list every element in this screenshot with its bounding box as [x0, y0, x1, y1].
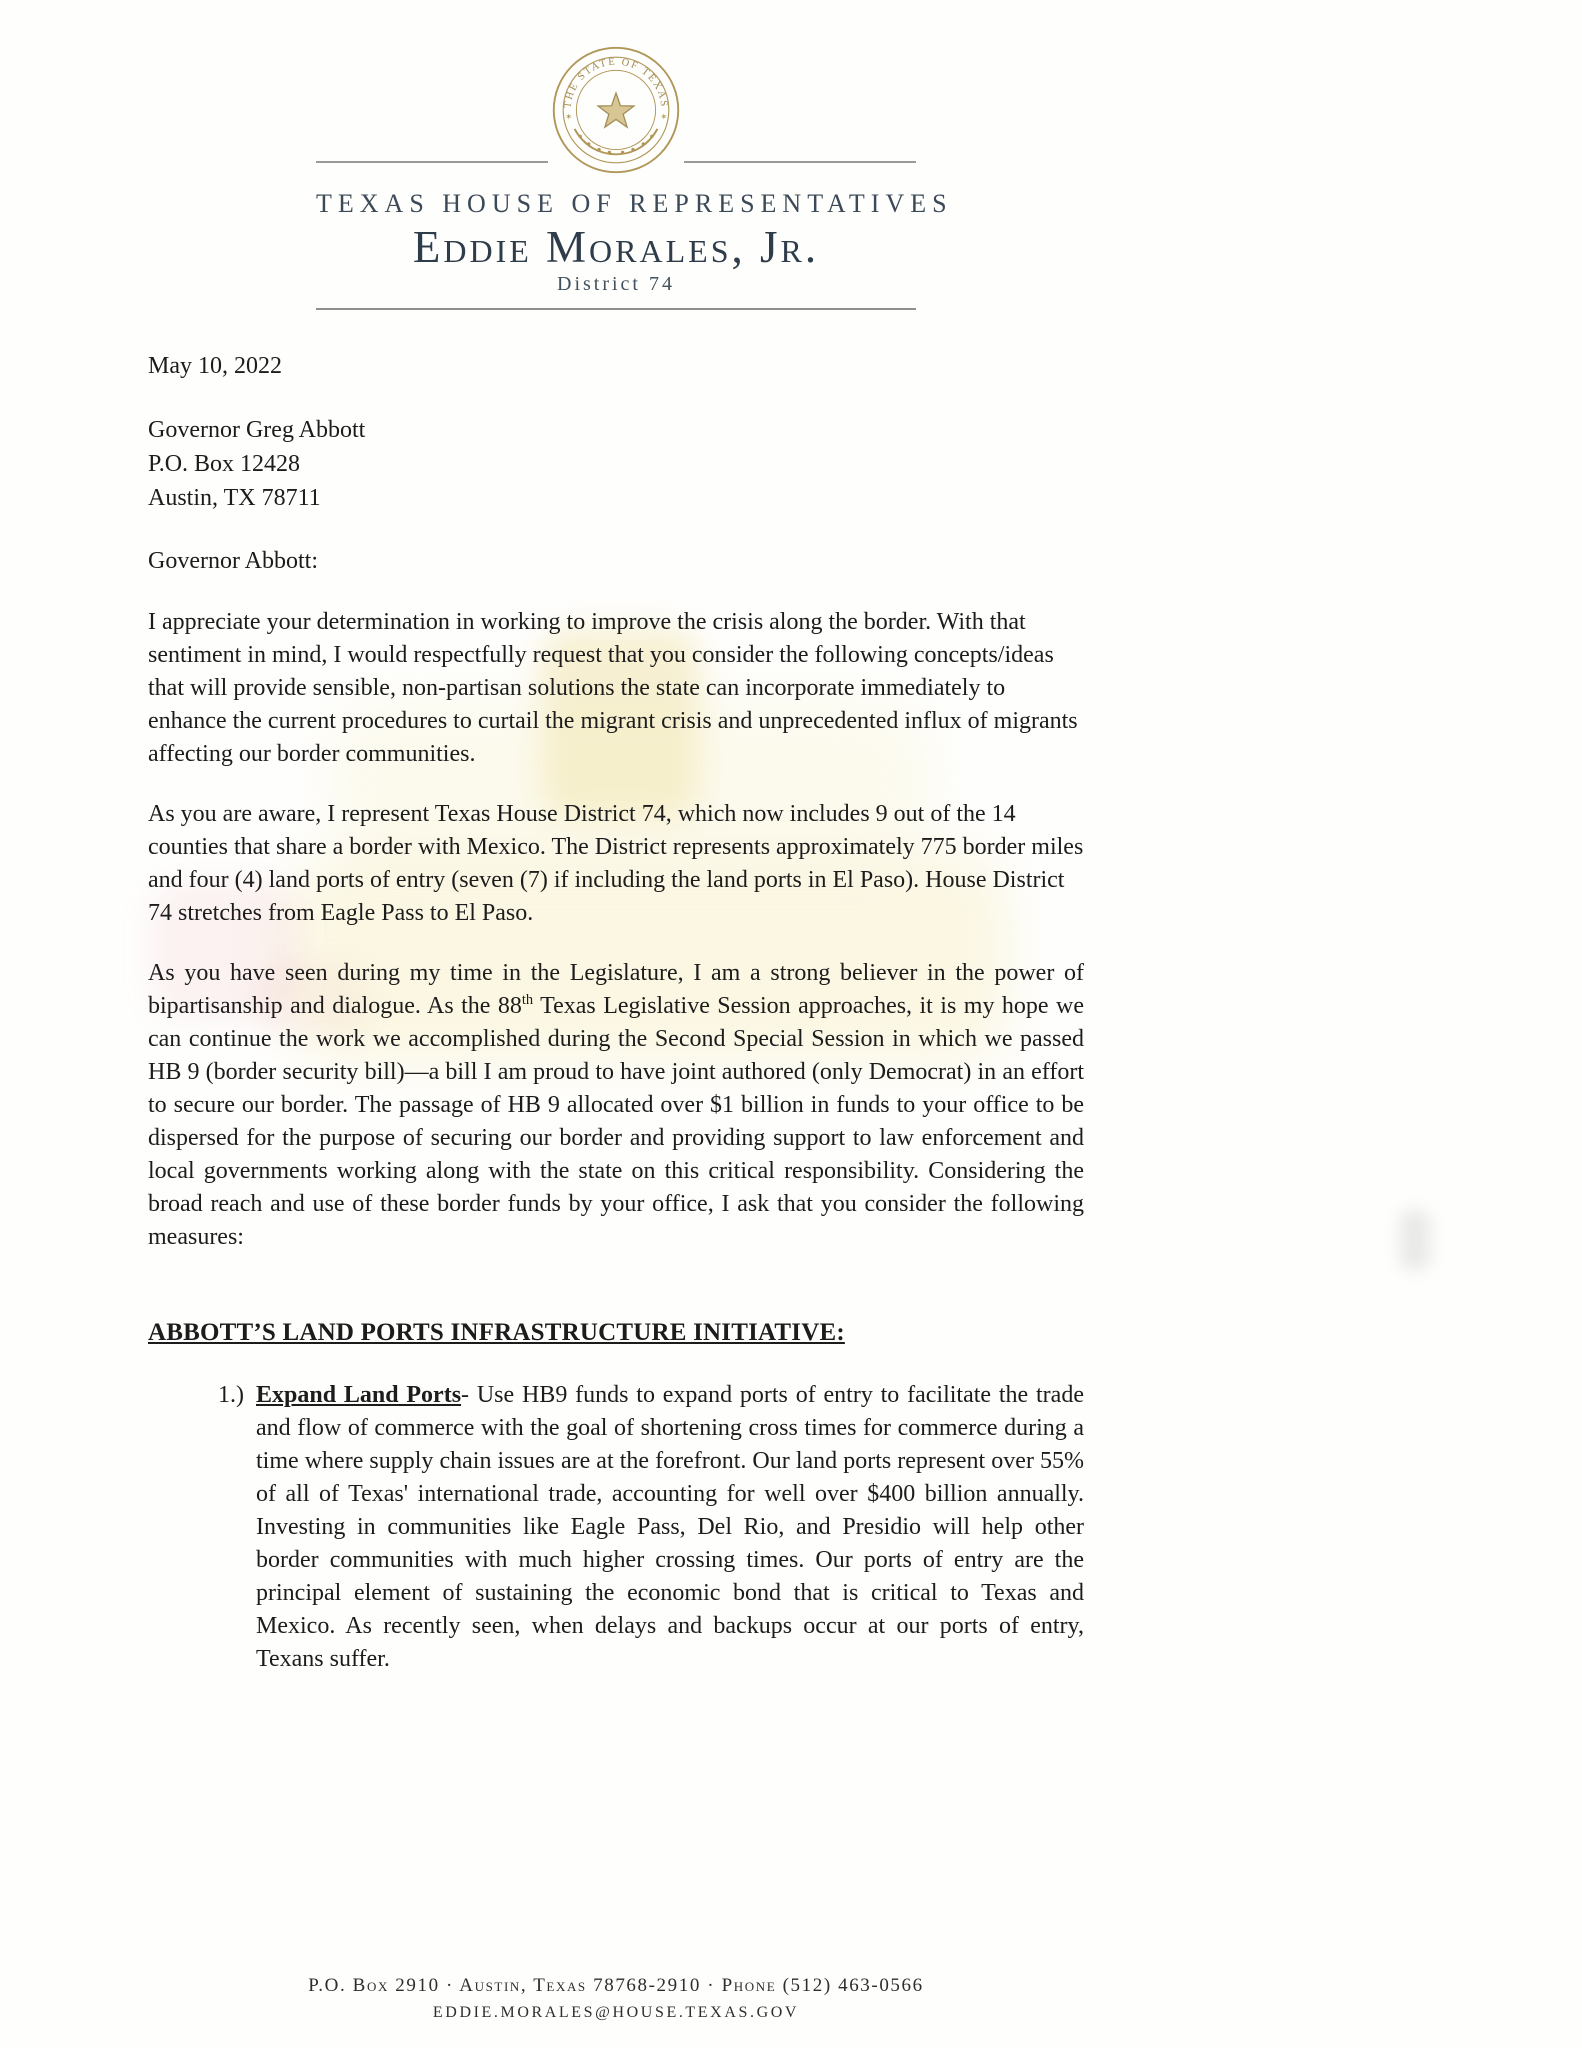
svg-text:✶: ✶ [565, 111, 573, 122]
recipient-po-box: P.O. Box 12428 [148, 451, 301, 477]
footer-address: P.O. Box 2910 · Austin, Texas 78768-2910 · Phone (512) 463-0566 [308, 1975, 924, 1996]
seal-row [316, 44, 916, 176]
list-item-1 [148, 1379, 1084, 1676]
list-item-1-lead: Expand Land Ports [256, 1382, 462, 1408]
seal-text: THE STATE OF TEXAS [562, 56, 670, 109]
letter-footer [148, 1975, 1084, 2022]
recipient-city: Austin, TX 78711 [148, 485, 321, 511]
letter-body [148, 0, 1084, 1676]
representative-name: Eddie Morales, Jr. [412, 222, 820, 272]
seal-star-icon [598, 93, 634, 127]
paragraph-3-text-continued: Texas Legislative Session approaches, it is my hope we can continue the work we accomplished during the Second Special Session in which we passed HB 9 (border security bill)—a bill I am proud to have joint authored (only Democrat) in an effort to secure our border. The passage of HB 9 allocated over $1 billion in funds to your office to be dispersed for the purpose of securing our border and providing support to law enforcement and local governments working along with the state on this critical responsibility. Considering the broad reach and use of these border funds by your office, I ask that you consider the following measures: [148, 993, 1084, 1250]
paragraph-2: As you are aware, I represent Texas House District 74, which now includes 9 out of the 14 counties that share a border with Mexico. The District represents approximately 775 border miles and four (4) land ports of entry (seven (7) if including the land ports in El Paso). House District 74 stretches from Eagle Pass to El Paso. [148, 801, 1084, 926]
header-rule-bottom [316, 308, 916, 310]
recipient-name: Governor Greg Abbott [148, 417, 366, 443]
header-rule-right [684, 161, 916, 163]
scan-edge-artifact [1400, 1210, 1430, 1270]
header-rule-left [316, 161, 548, 163]
list-item-1-body: - Use HB9 funds to expand ports of entry to facilitate the trade and flow of commerce with the goal of shortening cross times for commerce during a time where supply chain issues are at the forefront. Our land ports represent over 55% of all of Texas' international trade, accounting for well over $400 billion annually. Investing in communities like Eagle Pass, Del Rio, and Presidio will help other border communities with much higher crossing times. Our ports of entry are the principal element of sustaining the economic bond that is critical to Texas and Mexico. As recently seen, when delays and backups occur at our ports of entry, Texans suffer. [256, 1382, 1084, 1672]
paragraph-3 [148, 957, 1084, 1254]
paragraph-3-ordinal-superscript: th [521, 992, 534, 1008]
salutation: Governor Abbott: [148, 548, 318, 574]
section-heading: ABBOTT’S LAND PORTS INFRASTRUCTURE INITIATIVE: [148, 1319, 845, 1346]
svg-text:✶: ✶ [660, 111, 668, 122]
paragraph-1: I appreciate your determination in working to improve the crisis along the border. With that sentiment in mind, I would respectfully request that you consider the following concepts/ideas that will provide sensible, non-partisan solutions the state can incorporate immediately to enhance the current procedures to curtail the migrant crisis and unprecedented influx of migrants affecting our border communities. [148, 609, 1078, 767]
letter-content [148, 350, 1084, 1676]
footer-email: EDDIE.MORALES@HOUSE.TEXAS.GOV [432, 2004, 800, 2021]
list-item-1-text [256, 1379, 1084, 1676]
list-item-1-marker: 1.) [218, 1382, 244, 1408]
recipient-address [148, 413, 1084, 515]
letter-date: May 10, 2022 [148, 353, 282, 379]
district-label: District 74 [557, 273, 675, 295]
texas-state-seal-icon [548, 44, 684, 176]
paragraph-3-text: As you have seen during my time in the Legislature, I am a strong believer in the power of bipartisanship and dialogue. As the 88 [148, 960, 1084, 1019]
organization-title: TEXAS HOUSE OF REPRESENTATIVES [316, 189, 953, 218]
letterhead [316, 0, 953, 310]
